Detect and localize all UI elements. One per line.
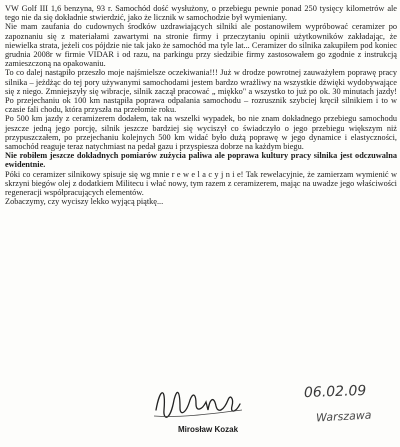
paragraph-closing: Zobaczymy, czy wyciszy lekko wyjącą piątkę... bbox=[5, 197, 164, 207]
handwritten-signature bbox=[150, 380, 245, 428]
letter-body bbox=[5, 4, 397, 206]
handwritten-place: Warszawa bbox=[315, 408, 372, 425]
paragraph-car-info: VW Golf III 1,6 benzyna, 93 r. Samochód dość wysłużony, o przebiegu pewnie ponad 250 tysięcy kilometrów ale tego nie da się dokładnie stwierdzić, jako że licznik w samochodzie był wymieniany. bbox=[5, 4, 397, 23]
paragraph-fuel: Nie robiłem jeszcze dokładnych pomiarów zużycia paliwa ale poprawa kultury pracy silnika jest odczuwalna ewidentnie. bbox=[5, 151, 397, 170]
paragraph-results: To co dalej nastąpiło przeszło moje najśmielsze oczekiwania!!! Już w drodze powrotnej zauważyłem poprawę pracy silnika – jeżdżąc do tej pory używanymi samochodami jestem bardzo wrażliwy na wszystkie dźwięki wydobywające się z niego. Zmniejszyły się wibracje, silnik zaczął pracować „ miękko" a wszystko to już po ok. 30 minutach jazdy! Po przejechaniu ok 100 km nastąpiła poprawa odpalania samochodu – rozrusznik szybciej kręcił silnikiem i to w czasie fali chodu, która przyszła na przełomie roku. bbox=[5, 68, 397, 115]
paragraph-500km: Po 500 km jazdy z ceramizerem dodałem, tak na wszelki wypadek, bo nie znam dokładnego przebiegu samochodu jeszcze jedną jego porcję, silnik jeszcze bardziej się wyciszył co świadczyło o jego przebiegu większym niż przypuszczałem, po przejechaniu kolejnych 500 km widać było dużą poprawę w jego dynamice i elastyczności, samochód reaguje teraz natychmiast na pedał gazu i przyspiesza dobrze na każdym biegu. bbox=[5, 114, 397, 152]
handwritten-date: 06.02.09 bbox=[303, 382, 367, 402]
paragraph-gearbox: Póki co ceramizer silnikowy spisuje się wg mnie r e w e l a c y j n i e! Tak rewelacyjnie, że zamierzam wymienić w skrzyni biegów olej z dodatkiem Militecu i włać nowy, tym razem z ceramizerem, mając na uwadze jego właściwości regeneracji współpracujących elementów. bbox=[5, 169, 397, 198]
paragraph-trust: Nie mam zaufania do cudownych środków uzdrawiających silniki ale postanowiłem wypróbować ceramizer po zapoznaniu się z materiałami zawartymi na stronie firmy i przeczytaniu opinii użytkowników zakładając, że niewielka strata, jeżeli cos pójdzie nie tak jako że samochód ma tyle lat... Ceramizer do silnika zakupiłem pod koniec grudnia 2008r w firmie VIDAR i od razu, na parkingu przy siedzibie firmy zastosowałem go zgodnie z instrukcją zamieszczoną na opakowaniu. bbox=[5, 22, 397, 69]
signer-name: Mirosław Kozak bbox=[178, 425, 239, 434]
